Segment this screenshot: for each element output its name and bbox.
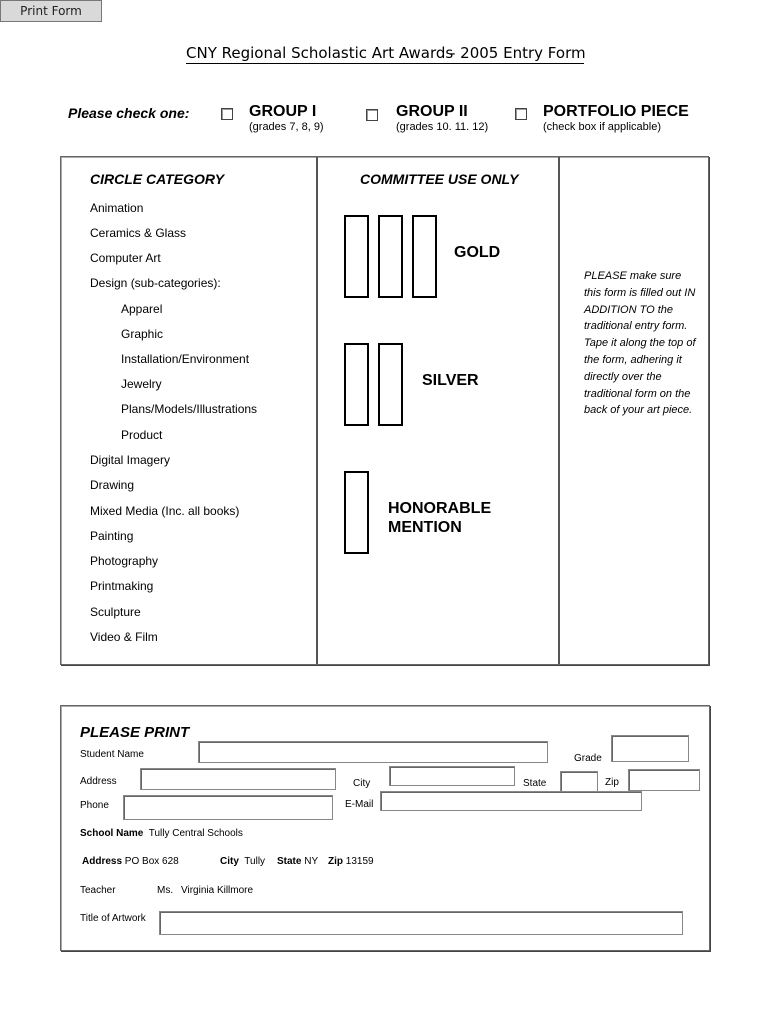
instruction-note: PLEASE make sure this form is filled out IN ADDITION TO the traditional entry form. Tape it along the top of the form, adhering it directly over the traditional form on the back of your art piece. (584, 270, 696, 417)
grade-field[interactable] (611, 735, 689, 762)
group-1-grades: (grades 7, 8, 9) (249, 121, 324, 133)
form-title-main: CNY Regional Scholastic Art Awards (186, 44, 454, 62)
grade-label: Grade (574, 753, 602, 764)
group-1-checkbox[interactable] (221, 108, 233, 120)
city-field[interactable] (389, 766, 515, 786)
category-installation[interactable]: Installation/Environment (121, 352, 250, 366)
group-2-grades: (grades 10. 11. 12) (396, 121, 489, 133)
state-field[interactable] (560, 771, 598, 793)
portfolio-note: (check box if applicable) (543, 121, 662, 133)
category-ceramics-glass[interactable]: Ceramics & Glass (90, 226, 187, 240)
silver-box-2 (378, 343, 403, 426)
category-plans-models[interactable]: Plans/Models/Illustrations (121, 402, 258, 416)
school-state-label: State (277, 856, 302, 867)
category-product[interactable]: Product (121, 428, 163, 442)
form-title (186, 44, 584, 64)
school-name-label: School Name (80, 828, 144, 839)
school-zip-row (328, 856, 374, 867)
group-1-label: GROUP I (249, 103, 317, 120)
school-address-value: PO Box 628 (124, 856, 179, 867)
honorable-line-1: HONORABLE (388, 500, 492, 517)
honorable-label (388, 499, 491, 537)
category-painting[interactable]: Painting (90, 529, 134, 543)
honorable-line-2: MENTION (388, 519, 462, 536)
print-form-button[interactable]: Print Form (0, 0, 102, 22)
school-state-row (277, 856, 318, 867)
check-one-prompt: Please check one: (68, 105, 190, 121)
category-digital-imagery[interactable]: Digital Imagery (90, 453, 171, 467)
school-state-value: NY (304, 856, 319, 867)
state-label: State (523, 778, 547, 789)
zip-label: Zip (605, 777, 619, 788)
honorable-box (344, 471, 369, 554)
category-design[interactable]: Design (sub-categories): (90, 276, 221, 290)
school-city-label: City (220, 856, 239, 867)
school-city-value: Tully (244, 856, 266, 867)
category-mixed-media[interactable]: Mixed Media (Inc. all books) (90, 504, 240, 518)
group-2-checkbox[interactable] (366, 109, 378, 121)
portfolio-checkbox[interactable] (515, 108, 527, 120)
category-graphic[interactable]: Graphic (121, 327, 164, 341)
portfolio-label: PORTFOLIO PIECE (543, 103, 689, 120)
category-computer-art[interactable]: Computer Art (90, 251, 161, 265)
category-sculpture[interactable]: Sculpture (90, 605, 141, 619)
school-zip-value: 13159 (345, 856, 374, 867)
gold-box-2 (378, 215, 403, 298)
form-title-year: - 2005 Entry Form (450, 44, 586, 62)
email-label: E-Mail (345, 799, 374, 810)
teacher-name: Virginia Killmore (181, 885, 254, 896)
gold-label: GOLD (454, 244, 501, 261)
committee-heading: COMMITTEE USE ONLY (360, 171, 519, 187)
school-zip-label: Zip (328, 856, 343, 867)
school-address-label: Address (82, 856, 123, 867)
artwork-title-field[interactable] (159, 911, 683, 935)
school-city-row (220, 856, 265, 867)
gold-box-1 (344, 215, 369, 298)
school-name-row (80, 828, 243, 839)
address-label: Address (80, 776, 117, 787)
school-name-value: Tully Central Schools (148, 828, 243, 839)
category-animation[interactable]: Animation (90, 201, 144, 215)
category-video-film[interactable]: Video & Film (90, 630, 158, 644)
email-field[interactable] (380, 791, 642, 811)
category-photography[interactable]: Photography (90, 554, 159, 568)
gold-box-3 (412, 215, 437, 298)
zip-field[interactable] (628, 769, 700, 791)
artwork-title-label: Title of Artwork (80, 913, 146, 924)
silver-label: SILVER (422, 372, 479, 389)
address-field[interactable] (140, 768, 336, 790)
teacher-prefix: Ms. (157, 885, 174, 896)
category-jewelry[interactable]: Jewelry (121, 377, 162, 391)
student-name-label: Student Name (80, 749, 144, 760)
column-divider-1 (316, 157, 318, 664)
group-2-label: GROUP II (396, 103, 468, 120)
phone-label: Phone (80, 800, 109, 811)
phone-field[interactable] (123, 795, 333, 820)
city-label: City (353, 778, 371, 789)
category-drawing[interactable]: Drawing (90, 478, 135, 492)
column-divider-2 (558, 157, 560, 664)
category-apparel[interactable]: Apparel (121, 302, 163, 316)
school-address-row (82, 856, 179, 867)
please-print-heading: PLEASE PRINT (80, 724, 190, 741)
teacher-label: Teacher (80, 885, 116, 896)
category-printmaking[interactable]: Printmaking (90, 579, 154, 593)
student-name-field[interactable] (198, 741, 548, 763)
silver-box-1 (344, 343, 369, 426)
circle-category-heading: CIRCLE CATEGORY (90, 171, 225, 187)
